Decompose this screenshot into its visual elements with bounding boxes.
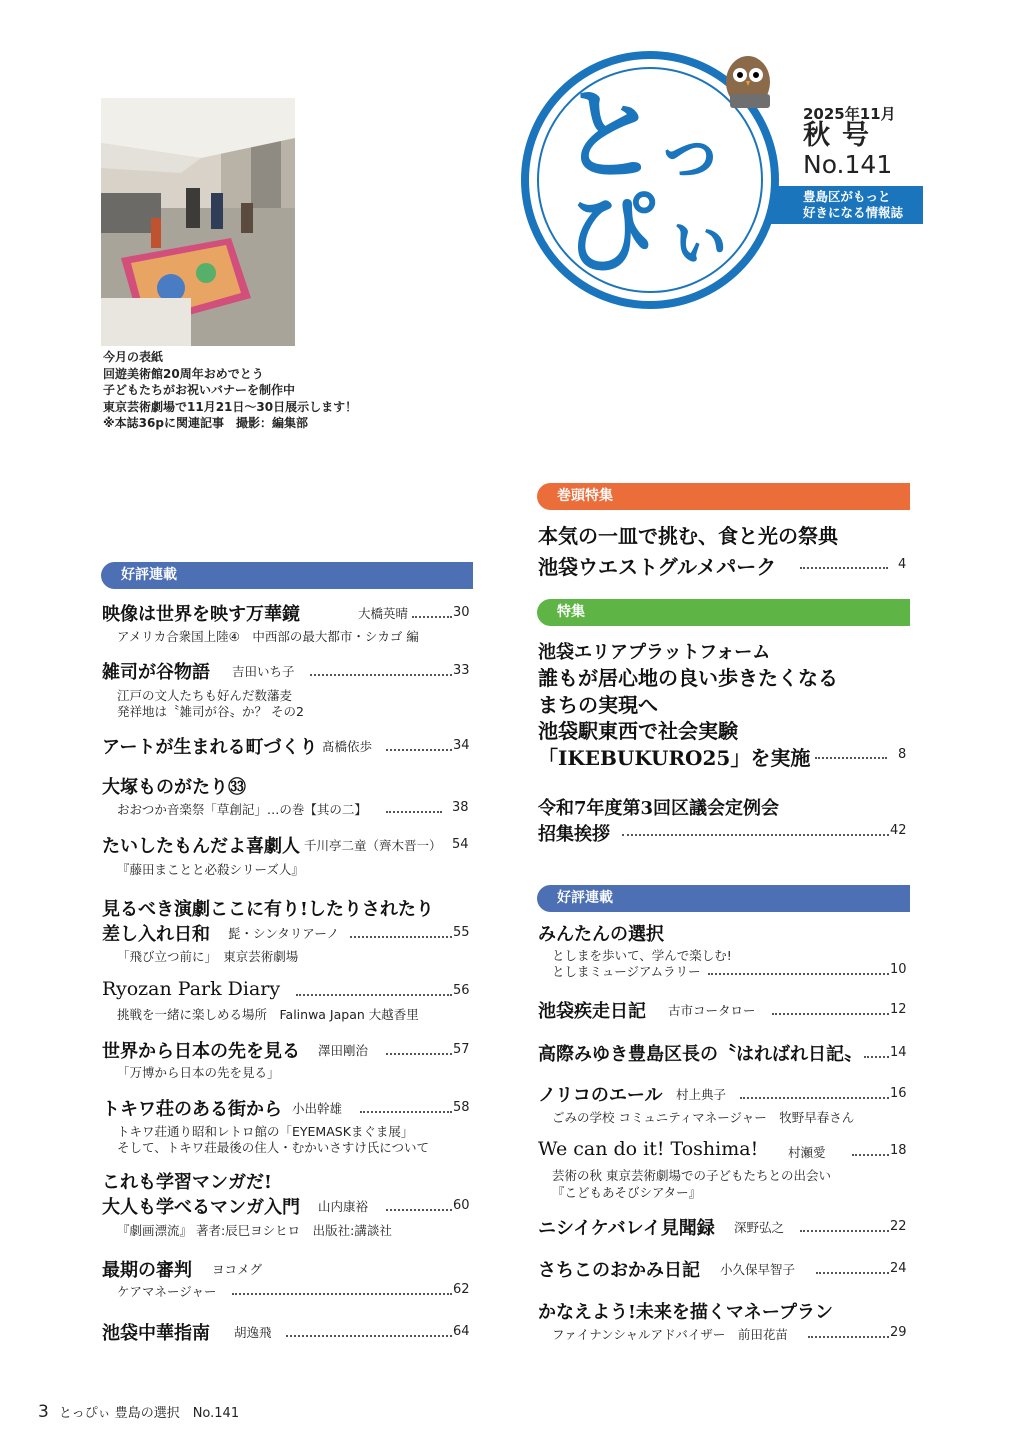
svg-text:ぃ: ぃ xyxy=(665,195,735,277)
series-title[interactable]: 雑司が谷物語 xyxy=(102,662,210,683)
series-title[interactable]: 映像は世界を映す万華鏡 xyxy=(102,604,300,625)
dot-leader xyxy=(296,994,452,996)
series-subtitle: トキワ荘通り昭和レトロ館の「EYEMASKまぐま展」 xyxy=(117,1124,414,1139)
series-author: 胡逸飛 xyxy=(234,1325,272,1340)
assembly-title[interactable]: 令和7年度第3回区議会定例会 xyxy=(538,798,780,819)
dot-leader xyxy=(360,1111,452,1113)
owl-icon xyxy=(726,56,770,108)
page-number: 60 xyxy=(453,1198,470,1213)
right-series-header: 好評連載 xyxy=(537,885,910,912)
page-number: 14 xyxy=(890,1045,907,1060)
series-author: 小出幹雄 xyxy=(292,1101,343,1116)
page-number: 10 xyxy=(890,962,907,977)
series-subtitle: 『こどもあそびシアター』 xyxy=(552,1185,702,1200)
series-author: 村瀬愛 xyxy=(788,1145,826,1160)
page-number: 24 xyxy=(890,1261,907,1276)
dot-leader xyxy=(740,1097,889,1099)
page-number: 42 xyxy=(890,823,907,838)
page-footer xyxy=(38,1402,239,1422)
dot-leader xyxy=(232,1293,452,1295)
page-number: 8 xyxy=(898,747,907,762)
footer-text: とっぴぃ 豊島の選択 No.141 xyxy=(58,1406,240,1421)
series-title[interactable]: Ryozan Park Diary xyxy=(102,978,281,1000)
toppy-logo xyxy=(520,50,780,310)
series-subtitle: 発祥地は〝雑司が谷〟か？ その2 xyxy=(117,704,304,719)
dot-leader xyxy=(815,757,887,759)
dot-leader xyxy=(800,567,888,569)
series-subtitle: おおつか音楽祭「草創記」…の巻【其の二】 xyxy=(117,802,367,817)
page-number: 54 xyxy=(452,837,469,852)
series-title[interactable]: みんたんの選択 xyxy=(538,924,664,945)
dot-leader xyxy=(386,1053,452,1055)
series-author: 古市コータロー xyxy=(668,1003,756,1018)
series-author: 村上典子 xyxy=(676,1087,727,1102)
series-title[interactable]: アートが生まれる町づくり xyxy=(102,737,318,758)
dot-leader xyxy=(772,1013,889,1015)
page-number: 34 xyxy=(453,738,470,753)
page-number: 29 xyxy=(890,1325,907,1340)
page-number: 18 xyxy=(890,1143,907,1158)
tagline-line: 好きになる情報誌 xyxy=(803,205,904,220)
issue-date: 2025年11月 xyxy=(803,105,896,123)
series-subtitle: ごみの学校 コミュニティマネージャー 牧野早春さん xyxy=(552,1110,855,1125)
cover-caption xyxy=(103,349,357,432)
page-number: 12 xyxy=(890,1002,907,1017)
feature-title[interactable]: 「IKEBUKURO25」を実施 xyxy=(538,746,811,770)
dot-leader xyxy=(350,936,452,938)
series-author: 髙橋依歩 xyxy=(322,739,373,754)
series-title[interactable]: 最期の審判 xyxy=(102,1260,192,1281)
dot-leader xyxy=(864,1056,889,1058)
feature-header: 特集 xyxy=(537,599,910,626)
series-title[interactable]: かなえよう!未来を描くマネープラン xyxy=(538,1302,833,1323)
cover-photo-illustration xyxy=(101,98,295,346)
issue-number: No.141 xyxy=(803,150,893,179)
series-subtitle: 芸術の秋 東京芸術劇場での子どもたちとの出会い xyxy=(552,1168,831,1183)
series-title-second-line[interactable]: 大人も学べるマンガ入門 xyxy=(102,1197,300,1218)
series-title[interactable]: たいしたもんだよ喜劇人 xyxy=(102,836,300,857)
svg-text:ぴ: ぴ xyxy=(565,182,655,287)
page-number: 64 xyxy=(453,1324,470,1339)
series-title[interactable]: さちこのおかみ日記 xyxy=(538,1260,700,1281)
series-title[interactable]: トキワ荘のある街から xyxy=(102,1099,282,1120)
cover-caption-line: 回遊美術館20周年おめでとう xyxy=(103,366,264,381)
series-subtitle: としまを歩いて、学んで楽しむ! xyxy=(552,948,732,963)
series-author: 髭・シンタリアーノ xyxy=(228,926,340,941)
cover-caption-line: 東京芸術劇場で11月21日～30日展示します！ xyxy=(103,399,358,414)
series-subtitle: 『藤田まことと必殺シリーズ人』 xyxy=(117,862,304,877)
issue-season: 秋号 xyxy=(803,120,881,151)
series-author: 大橋英晴 xyxy=(358,606,409,621)
page-number: 30 xyxy=(453,605,470,620)
tagline-line: 豊島区がもっと xyxy=(803,189,891,204)
page-number: 38 xyxy=(452,800,469,815)
feature-title[interactable]: 池袋エリアプラットフォーム xyxy=(538,642,771,663)
series-subtitle: アメリカ合衆国上陸④ 中西部の最大都市・シカゴ 編 xyxy=(117,629,419,644)
series-title[interactable]: 池袋疾走日記 xyxy=(538,1001,646,1022)
cover-photo xyxy=(101,98,295,346)
dot-leader xyxy=(800,1230,889,1232)
dot-leader xyxy=(808,1336,889,1338)
dot-leader xyxy=(412,616,452,618)
dot-leader xyxy=(386,1209,452,1211)
svg-text:と: と xyxy=(560,77,660,194)
series-subtitle: 「万博から日本の先を見る」 xyxy=(117,1065,280,1080)
series-author: 吉田いち子 xyxy=(232,664,295,679)
assembly-title[interactable]: 招集挨拶 xyxy=(538,824,610,845)
page-number: 4 xyxy=(898,557,907,572)
dot-leader xyxy=(622,834,889,836)
dot-leader xyxy=(386,749,452,751)
series-author: 山内康裕 xyxy=(318,1199,369,1214)
series-title[interactable]: 大塚ものがたり㉝ xyxy=(102,777,246,798)
lead-title[interactable]: 池袋ウエストグルメパーク xyxy=(538,555,777,579)
page-number: 22 xyxy=(890,1219,907,1234)
page-number: 58 xyxy=(453,1100,470,1115)
page-number: 62 xyxy=(453,1282,470,1297)
dot-leader xyxy=(310,674,452,676)
cover-caption-line: 今月の表紙 xyxy=(103,350,164,364)
feature-title[interactable]: 池袋駅東西で社会実験 xyxy=(538,719,738,743)
left-series-header: 好評連載 xyxy=(101,562,473,589)
cover-caption-line: 子どもたちがお祝いバナーを制作中 xyxy=(103,383,296,397)
dot-leader xyxy=(286,1335,452,1337)
series-subtitle: 「飛び立つ前に」 東京芸術劇場 xyxy=(117,949,299,964)
series-title[interactable]: これも学習マンガだ! xyxy=(102,1172,272,1193)
series-subtitle: そして、トキワ荘最後の住人・むかいさすけ氏について xyxy=(117,1140,430,1155)
footer-page-number: 3 xyxy=(38,1402,49,1422)
series-title[interactable]: 見るべき演劇ここに有り!したりされたり xyxy=(102,899,434,920)
series-title[interactable]: We can do it! Toshima! xyxy=(538,1138,759,1160)
series-title[interactable]: 世界から日本の先を見る xyxy=(102,1041,300,1062)
series-author: ヨコメグ xyxy=(212,1262,263,1277)
tagline xyxy=(771,186,923,224)
series-title[interactable]: 高際みゆき豊島区長の〝はればれ日記〟 xyxy=(538,1044,862,1065)
series-title[interactable]: 池袋中華指南 xyxy=(102,1323,210,1344)
page-number: 56 xyxy=(453,983,470,998)
dot-leader xyxy=(708,973,889,975)
page-number: 57 xyxy=(453,1042,470,1057)
series-subtitle: 挑戦を一緒に楽しめる場所 Falinwa Japan 大越香里 xyxy=(117,1007,419,1022)
series-author: 深野弘之 xyxy=(734,1220,785,1235)
series-title[interactable]: ノリコのエール xyxy=(538,1085,663,1106)
lead-feature-header: 巻頭特集 xyxy=(537,483,910,510)
dot-leader xyxy=(852,1154,889,1156)
series-title-second-line[interactable]: 差し入れ日和 xyxy=(102,924,210,945)
dot-leader xyxy=(816,1272,889,1274)
cover-caption-line: ※本誌36pに関連記事 撮影：編集部 xyxy=(103,416,308,430)
series-subtitle: 江戸の文人たちも好んだ数藩麦 xyxy=(117,688,293,703)
series-subtitle: 『劇画漂流』 著者:辰巳ヨシヒロ 出版社:講談社 xyxy=(117,1223,392,1238)
series-subtitle: ファイナンシャルアドバイザー 前田花苗 xyxy=(552,1327,788,1342)
series-author: 小久保早智子 xyxy=(720,1262,796,1277)
page-number: 33 xyxy=(453,663,470,678)
dot-leader xyxy=(386,811,442,813)
lead-title[interactable]: 本気の一皿で挑む、食と光の祭典 xyxy=(538,524,838,548)
series-subtitle: としまミュージアムラリー xyxy=(552,964,701,979)
svg-text:っ: っ xyxy=(655,110,725,192)
series-author: 千川亭二童（齊木晋一） xyxy=(304,838,442,853)
feature-title[interactable]: まちの実現へ xyxy=(538,693,658,717)
page-number: 55 xyxy=(453,925,470,940)
series-subtitle: ケアマネージャー xyxy=(117,1284,217,1299)
series-title[interactable]: ニシイケバレイ見聞録 xyxy=(538,1218,715,1239)
feature-title[interactable]: 誰もが居心地の良い歩きたくなる xyxy=(538,666,838,690)
page-number: 16 xyxy=(890,1086,907,1101)
series-author: 澤田剛治 xyxy=(318,1043,369,1058)
